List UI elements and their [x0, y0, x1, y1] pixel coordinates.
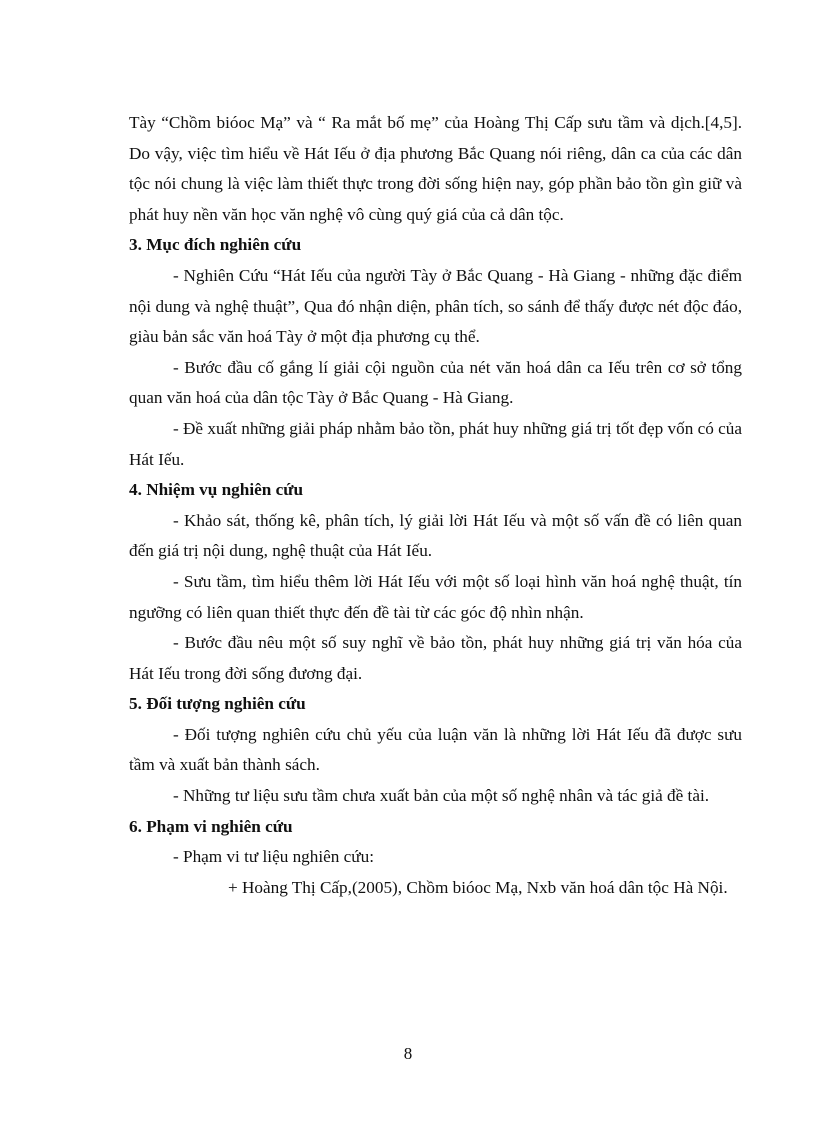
intro-paragraph: Tày “Chồm bióoc Mạ” và “ Ra mắt bố mẹ” của Hoàng Thị Cấp sưu tầm và dịch.[4,5]. Do vậy, việc tìm hiểu về Hát Iếu ở địa phương Bắc Quang nói riêng, dân ca của các dân tộc nói chung là việc làm thiết thực trong đời sống hiện nay, góp phần bảo tồn gìn giữ và phát huy nền văn học văn nghệ vô cùng quý giá của cả dân tộc. [129, 113, 742, 224]
section-heading-purpose: 3. Mục đích nghiên cứu [129, 235, 302, 255]
scope-citation: + Hoàng Thị Cấp,(2005), Chồm bióoc Mạ, Nxb văn hoá dân tộc Hà Nội. [228, 877, 728, 897]
section-heading-subjects: 5. Đối tượng nghiên cứu [129, 694, 306, 714]
tasks-paragraph-2: - Sưu tầm, tìm hiểu thêm lời Hát Iếu với một số loại hình văn hoá nghệ thuật, tín ngưỡng có liên quan thiết thực đến đề tài từ các góc độ nhìn nhận. [129, 571, 742, 622]
tasks-paragraph-1: - Khảo sát, thống kê, phân tích, lý giải lời Hát Iếu và một số vấn đề có liên quan đến giá trị nội dung, nghệ thuật của Hát Iếu. [129, 510, 742, 561]
scope-paragraph-1: - Phạm vi tư liệu nghiên cứu: [173, 847, 374, 867]
page-content [129, 108, 742, 903]
purpose-paragraph-2: - Bước đầu cố gắng lí giải cội nguồn của nét văn hoá dân ca Iếu trên cơ sở tổng quan văn hoá của dân tộc Tày ở Bắc Quang - Hà Giang. [129, 357, 742, 408]
page-number: 8 [403, 1044, 413, 1063]
purpose-paragraph-3: - Đề xuất những giải pháp nhằm bảo tồn, phát huy những giá trị tốt đẹp vốn có của Hát Iếu. [129, 418, 742, 469]
purpose-paragraph-1: - Nghiên Cứu “Hát Iếu của người Tày ở Bắc Quang - Hà Giang - những đặc điểm nội dung và nghệ thuật”, Qua đó nhận diện, phân tích, so sánh để thấy được nét độc đáo, giàu bản sắc văn hoá Tày ở một địa phương cụ thể. [129, 265, 742, 347]
section-heading-scope: 6. Phạm vi nghiên cứu [129, 816, 293, 836]
section-heading-tasks: 4. Nhiệm vụ nghiên cứu [129, 480, 304, 500]
subjects-paragraph-2: - Những tư liệu sưu tầm chưa xuất bản của một số nghệ nhân và tác giả đề tài. [173, 786, 710, 806]
subjects-paragraph-1: - Đối tượng nghiên cứu chủ yếu của luận văn là những lời Hát Iếu đã được sưu tầm và xuất bản thành sách. [129, 724, 742, 775]
tasks-paragraph-3: - Bước đầu nêu một số suy nghĩ về bảo tồn, phát huy những giá trị văn hóa của Hát Iếu trong đời sống đương đại. [129, 633, 742, 683]
